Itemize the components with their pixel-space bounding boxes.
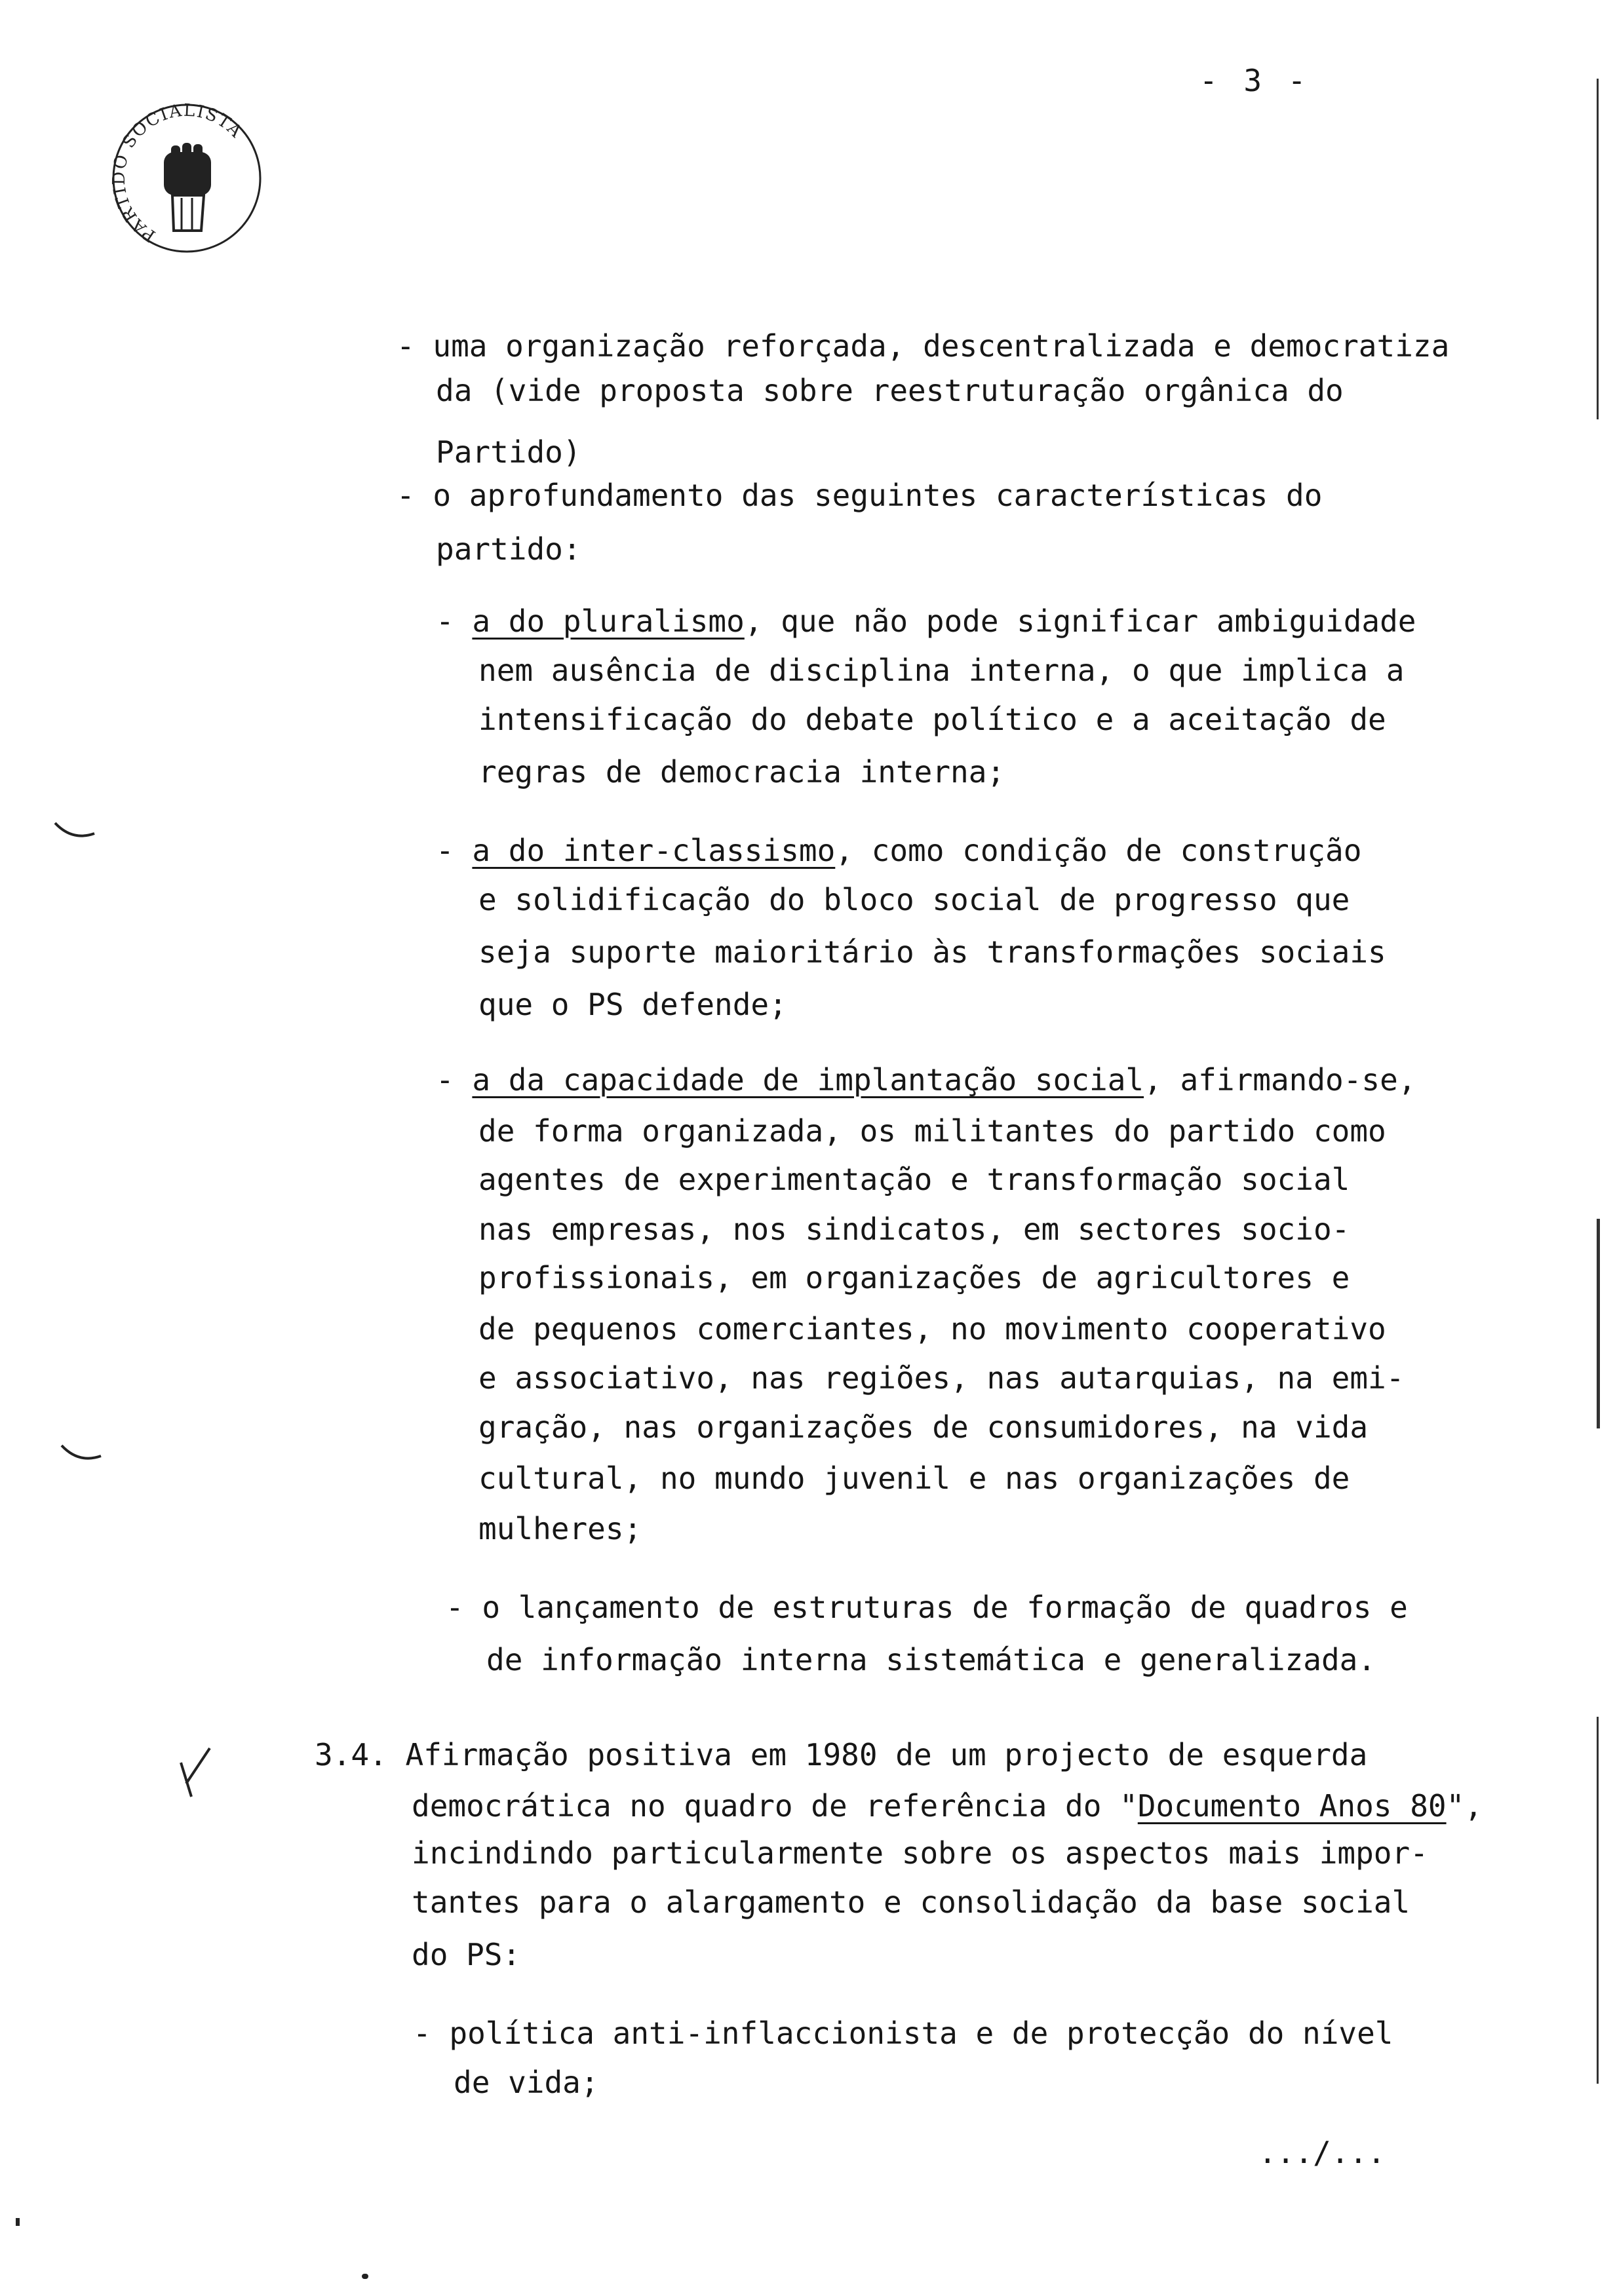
text-line xyxy=(436,372,1344,409)
text-segment: política anti-inflaccionista e de protecção do nível xyxy=(449,2016,1393,2051)
list-marker: - xyxy=(397,478,415,513)
text-line xyxy=(478,934,1386,970)
text-line xyxy=(472,832,1361,869)
text-segment: do PS: xyxy=(412,1937,521,1972)
text-segment: o aprofundamento das seguintes características do xyxy=(433,478,1323,513)
underlined-term: Documento Anos 80 xyxy=(1137,1788,1447,1824)
text-line xyxy=(478,754,1005,790)
list-marker: - xyxy=(413,2016,431,2051)
text-line xyxy=(436,531,581,567)
underlined-term: a do pluralismo xyxy=(472,603,745,639)
text-line xyxy=(454,2064,599,2101)
raised-fist-icon xyxy=(164,143,211,231)
text-segment: ", xyxy=(1446,1788,1483,1824)
text-line xyxy=(449,2015,1393,2052)
list-marker: - xyxy=(436,833,454,868)
list-marker: - xyxy=(436,603,454,639)
text-line xyxy=(406,1736,1368,1773)
text-line xyxy=(486,1641,1376,1678)
scan-edge-line xyxy=(1597,1219,1600,1428)
text-segment: e solidificação do bloco social de progresso que xyxy=(478,882,1350,917)
list-marker: - xyxy=(436,1062,454,1098)
margin-check-mark xyxy=(59,1442,105,1468)
text-line xyxy=(478,701,1386,738)
text-segment: , como condição de construção xyxy=(835,833,1362,868)
list-marker: - xyxy=(397,328,415,364)
text-line xyxy=(478,652,1404,689)
text-segment: mulheres; xyxy=(478,1511,642,1546)
text-line xyxy=(478,1311,1386,1347)
text-line xyxy=(412,1835,1428,1871)
scan-speck xyxy=(16,2218,20,2226)
text-line xyxy=(433,328,1449,364)
text-line xyxy=(478,881,1350,918)
text-line xyxy=(436,434,581,470)
text-segment: nem ausência de disciplina interna, o que implica a xyxy=(478,653,1405,688)
text-line xyxy=(482,1589,1407,1626)
text-segment: regras de democracia interna; xyxy=(478,754,1005,790)
list-marker: 3.4. xyxy=(315,1737,387,1772)
margin-tick-mark xyxy=(177,1743,216,1802)
text-line xyxy=(412,1936,520,1973)
text-segment: profissionais, em organizações de agricultores e xyxy=(478,1260,1350,1295)
text-line xyxy=(478,1510,642,1547)
text-line xyxy=(478,1113,1386,1149)
text-segment: democrática no quadro de referência do " xyxy=(412,1788,1138,1824)
text-segment: o lançamento de estruturas de formação de quadros e xyxy=(482,1590,1408,1625)
text-segment: que o PS defende; xyxy=(478,987,787,1022)
text-line xyxy=(478,1409,1368,1445)
text-line xyxy=(478,1360,1404,1396)
text-segment: de pequenos comerciantes, no movimento cooperativo xyxy=(478,1311,1386,1347)
text-line xyxy=(412,1788,1483,1824)
text-segment: tantes para o alargamento e consolidação da base social xyxy=(412,1885,1411,1920)
text-segment: e associativo, nas regiões, nas autarquias, na emi- xyxy=(478,1360,1405,1396)
text-segment: incindindo particularmente sobre os aspectos mais impor- xyxy=(412,1835,1428,1871)
text-line xyxy=(478,1211,1350,1248)
text-line xyxy=(433,477,1322,514)
scan-edge-line xyxy=(1597,79,1599,419)
text-line xyxy=(478,1259,1350,1296)
text-segment: gração, nas organizações de consumidores, na vida xyxy=(478,1409,1369,1445)
text-segment: Partido) xyxy=(436,434,581,470)
margin-check-mark xyxy=(52,819,98,845)
text-segment: agentes de experimentação e transformação social xyxy=(478,1162,1350,1197)
page-number: - 3 - xyxy=(1199,63,1310,98)
text-segment: seja suporte maioritário às transformações sociais xyxy=(478,934,1386,970)
continued-marker: .../... xyxy=(1258,2135,1386,2170)
text-segment: intensificação do debate político e a aceitação de xyxy=(478,702,1386,737)
text-line xyxy=(478,1161,1350,1198)
text-segment: de informação interna sistemática e generalizada. xyxy=(486,1642,1376,1677)
underlined-term: a do inter-classismo xyxy=(472,833,836,868)
text-segment: Afirmação positiva em 1980 de um projecto de esquerda xyxy=(405,1737,1368,1772)
text-line xyxy=(472,1062,1416,1098)
text-segment: cultural, no mundo juvenil e nas organizações de xyxy=(478,1461,1350,1496)
text-segment: de forma organizada, os militantes do partido como xyxy=(478,1113,1386,1149)
text-line xyxy=(412,1884,1410,1921)
text-segment: partido: xyxy=(436,531,581,567)
text-segment: de vida; xyxy=(454,2065,599,2100)
party-logo xyxy=(108,100,265,257)
text-line xyxy=(472,603,1416,640)
text-segment: , que não pode significar ambiguidade xyxy=(744,603,1416,639)
text-line xyxy=(478,986,787,1023)
scan-speck xyxy=(362,2274,368,2279)
text-segment: nas empresas, nos sindicatos, em sectores socio- xyxy=(478,1212,1350,1247)
text-line xyxy=(478,1460,1350,1497)
text-segment: , afirmando-se, xyxy=(1144,1062,1416,1098)
text-segment: da (vide proposta sobre reestruturação orgânica do xyxy=(436,373,1344,408)
list-marker: - xyxy=(446,1590,464,1625)
underlined-term: a da capacidade de implantação social xyxy=(472,1062,1144,1098)
scan-edge-line xyxy=(1597,1717,1599,2084)
logo-text: PARTIDO SOCIALISTA xyxy=(109,100,246,246)
text-segment: uma organização reforçada, descentralizada e democratiza xyxy=(433,328,1450,364)
